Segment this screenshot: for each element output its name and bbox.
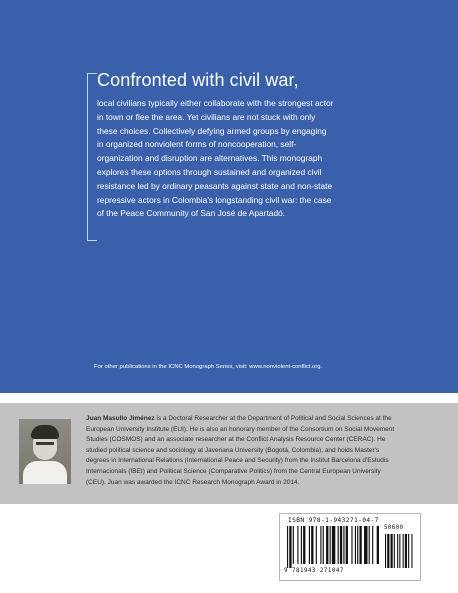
blurb-line: resistance led by ordinary peasants against state and non-state: [97, 180, 333, 191]
author-photo-hair: [31, 425, 59, 439]
author-bio: [86, 414, 441, 488]
isbn-barcode: [279, 513, 421, 581]
bio-line: Internacionals (IBEI) and Political Science (Comparative Politics) from the Central European University: [86, 467, 381, 475]
blurb-line: in organized nonviolent forms of noncooperation, self-: [97, 139, 297, 150]
blurb-line: these choices. Collectively defying armed groups by engaging: [97, 125, 327, 136]
bio-line: Studies (COSMOS) and an associate researcher at the Conflict Analysis Resource Center (CERAC). He: [86, 436, 386, 444]
blurb-line: repressive actors in Colombia's longstanding civil war: the case: [97, 194, 332, 205]
barcode-digits: 9 781943 271047: [284, 568, 344, 574]
bio-first-line-rest: is a Doctoral Researcher at the Department of Political and Social Sciences at the: [154, 415, 392, 422]
blurb-headline: Confronted with civil war,: [97, 70, 299, 90]
blurb-line: explores these options through sustained and organized civil: [97, 166, 322, 177]
blurb-line: in town or flee the area. Yet civilians are not stuck with only: [97, 111, 316, 122]
bio-line: degrees in International Relations (International Peace and Security) from the Institut Barcelona d'Estudis: [86, 457, 389, 465]
blurb-body: [97, 97, 377, 221]
blurb-line: of the Peace Community of San José de Apartadó.: [97, 208, 286, 219]
series-footer-note: For other publications in the ICNC Monograph Series, visit: www.nonviolent-conflict.org.: [94, 364, 323, 370]
barcode-addon-digits: 50600: [384, 525, 404, 531]
bio-line: studied political science and sociology at Javeriana University (Bogotá, Colombia), and holds Master's: [86, 446, 380, 454]
barcode-bars: [287, 526, 415, 568]
bio-line: (CEU). Juan was awarded the ICNC Research Monograph Award in 2014.: [86, 478, 300, 486]
blurb-line: organization and disruption are alternatives. This monograph: [97, 153, 323, 164]
blurb-line: local civilians typically either collaborate with the strongest actor: [97, 98, 334, 108]
author-name: Juan Masullo Jiménez: [86, 415, 155, 422]
author-photo-shirt: [23, 461, 67, 484]
isbn-label: ISBN 978-1-943271-04-7: [288, 517, 379, 524]
bio-line: European University Institute (EUI). He is also an honorary member of the Consortium on Social Movement: [86, 425, 395, 433]
author-photo: [19, 419, 71, 484]
author-photo-glasses: [36, 442, 54, 445]
bio-first-line: [86, 414, 441, 425]
